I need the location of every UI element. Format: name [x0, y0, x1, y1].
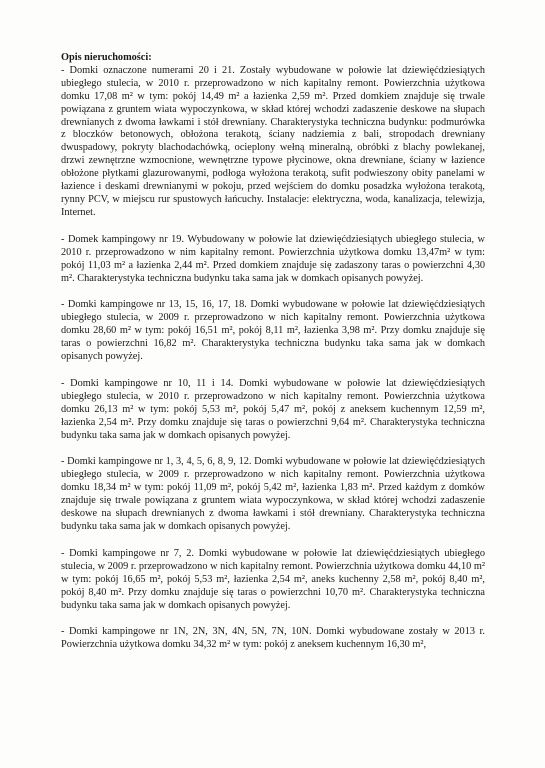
document-body [61, 52, 485, 666]
paragraph-domki-1n-10n: - Domki kampingowe nr 1N, 2N, 3N, 4N, 5N, 7N, 10N. Domki wybudowane zostały w 2013 r. Powierzchnia użytkowa domku 34,32 m² w tym: pokój z aneksem kuchennym 16,30 m², [61, 626, 485, 651]
paragraph-domek-19: - Domek kampingowy nr 19. Wybudowany w połowie lat dziewięćdziesiątych ubiegłego stulecia, w 2010 r. przeprowadzono w nim kapitalny remont. Powierzchnia użytkowa domku 13,47m² w tym: pokój 11,03 m² a łazienka 2,44 m². Przed domkiem znajduje się zadaszony taras o powierzchni 4,30 m². Charakterystyka techniczna budynku taka sama jak w domkach opisanych powyżej. [61, 233, 485, 284]
paragraph-domki-20-21: - Domki oznaczone numerami 20 i 21. Zostały wybudowane w połowie lat dziewięćdziesiątych ubiegłego stulecia, w 2010 r. przeprowadzono w nich kapitalny remont. Powierzchnia użytkowa domku 17,08 m² w tym: pokój 14,49 m² a łazienka 2,59 m². Przed domkiem znajduje się trwale powiązana z gruntem wiata wypoczynkowa, w skład której wchodzi zadaszenie deskowe na słupach drewnianych z dwoma ławkami i stół drewniany. Charakterystyka techniczna budynku: podmurówka z bloczków betonowych, obłożona terakotą, ściany nadziemia z bali, stropodach drewniany dwuspadowy, pokryty blachodachówką, ocieplony wełną mineralną, obróbki z blachy powlekanej, drzwi zewnętrzne wzmocnione, wewnętrzne typowe płycinowe, okna drewniane, ściany w łazience obłożone płytkami glazurowanymi, podłoga wyłożona terakotą, sufit podwieszony obity panelami w łazience i deskami drewnianymi w pokoju, przed wejściem do domku posadzka wyłożona terakotą, rynny PCV, w miejscu rur spustowych łańcuchy. Instalacje: elektryczna, woda, kanalizacja, telewizja, Internet. [61, 64, 485, 218]
paragraph-domki-13-18: - Domki kampingowe nr 13, 15, 16, 17, 18. Domki wybudowane w połowie lat dziewięćdziesiątych ubiegłego stulecia, w 2009 r. przeprowadzono w nich kapitalny remont. Powierzchnia użytkowa domku 28,60 m² w tym: pokój 16,51 m², pokój 8,11 m², łazienka 3,98 m². Przy domku znajduje się taras o powierzchni 16,82 m². Charakterystyka techniczna budynku taka sama jak w domkach opisanych powyżej. [61, 299, 485, 363]
paragraph-domki-10-11-14: - Domki kampingowe nr 10, 11 i 14. Domki wybudowane w połowie lat dziewięćdziesiątych ubiegłego stulecia, w 2010 r. przeprowadzono w nich kapitalny remont. Powierzchnia użytkowa domku 26,13 m² w tym: pokój 5,53 m², pokój 5,47 m², pokój z aneksem kuchennym 12,59 m², łazienka 2,54 m². Przy domku znajduje się taras o powierzchni 9,64 m². Charakterystyka techniczna budynku taka sama jak w domkach opisanych powyżej. [61, 377, 485, 441]
section-heading: Opis nieruchomości: [61, 52, 152, 63]
paragraph-domki-7-2: - Domki kampingowe nr 7, 2. Domki wybudowane w połowie lat dziewięćdziesiątych ubiegłego stulecia, w 2009 r. przeprowadzono w nich kapitalny remont. Powierzchnia użytkowa domku 44,10 m² w tym: pokój 16,65 m², pokój 5,53 m², łazienka 2,54 m², aneks kuchenny 2,58 m², pokój 8,40 m², pokój 8,40 m². Przy domku znajduje się taras o powierzchni 10,70 m². Charakterystyka techniczna budynku taka sama jak w domkach opisanych powyżej. [61, 547, 485, 611]
paragraph-domki-1-12: - Domki kampingowe nr 1, 3, 4, 5, 6, 8, 9, 12. Domki wybudowane w połowie lat dziewięćdziesiątych ubiegłego stulecia, w 2009 r. przeprowadzono w nich kapitalny remont. Powierzchnia użytkowa domku 18,34 m² w tym: pokój 11,09 m², pokój 5,42 m², łazienka 1,83 m². Przed każdym z domków znajduje się trwale powiązana z gruntem wiata wypoczynkowa, w skład której wchodzi zadaszenie deskowe na słupach drewnianych z dwoma ławkami i stół drewniany. Charakterystyka techniczna budynku taka sama jak w domkach opisanych powyżej. [61, 456, 485, 532]
